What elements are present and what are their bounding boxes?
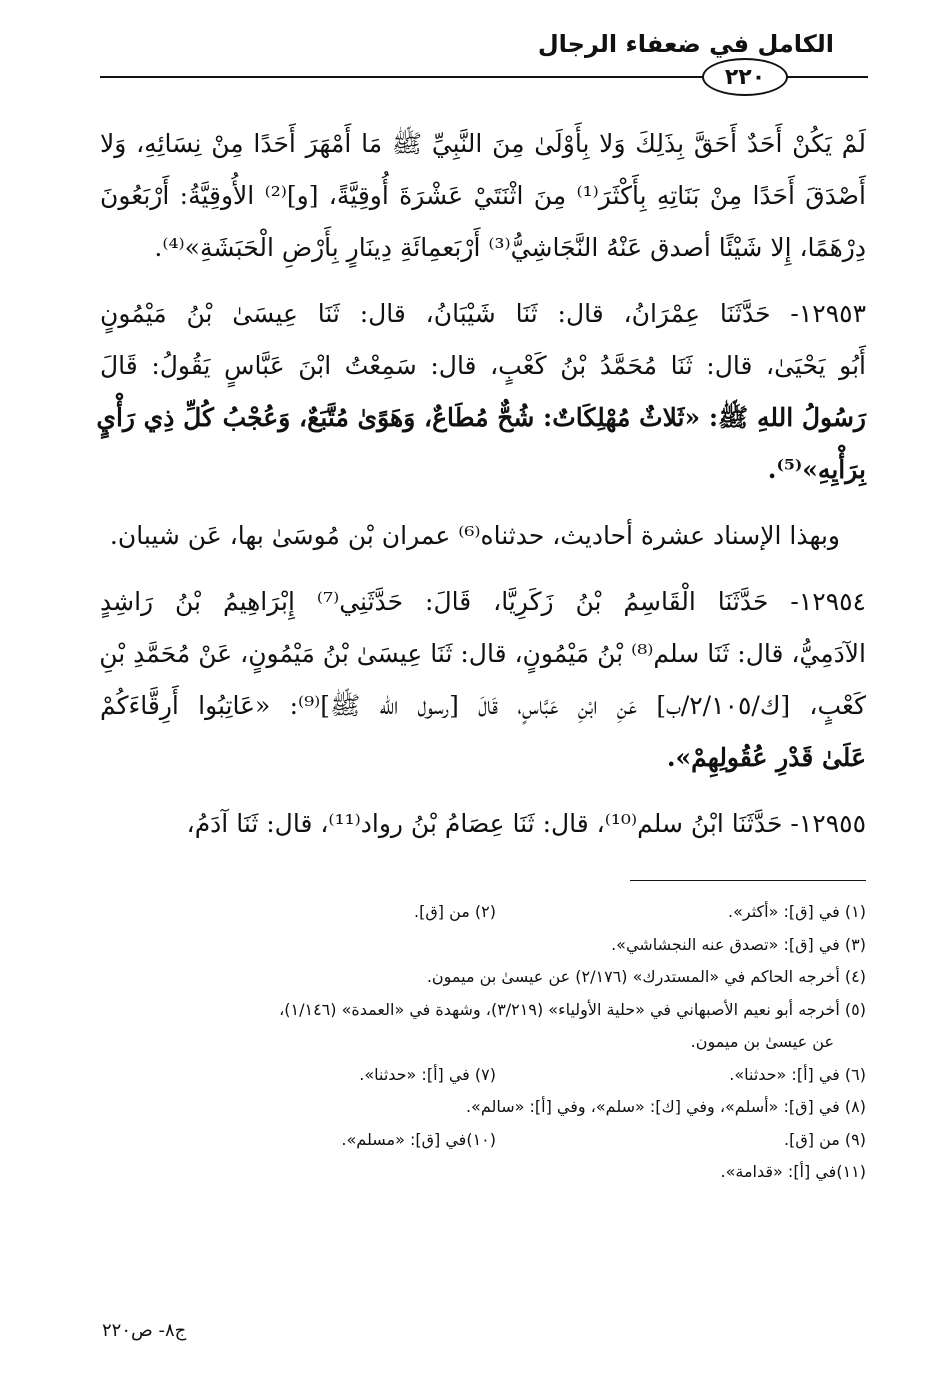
main-text: [96, 118, 867, 850]
footnotes: [90, 896, 866, 1189]
footnote-row: [90, 896, 866, 929]
text-line: أَبُو يَحْيَىٰ، قال: ثَنَا مُحَمَّدُ بْنُ كَعْبٍ، قال: سَمِعْتُ ابْنَ عَبَّاسٍ يَقُولُ: قَالَ: [100, 351, 866, 380]
footnote-3: (٣) في [ق]: «تصدق عنه النجشاشي».: [611, 934, 866, 954]
text-line: كَعْبٍ، [ك/٢/١٠٥/ب] عَنِ ابْنِ عَبَّاسٍ، قَالَ [رسول الله ﷺ]⁽⁹⁾: «عَاتِبُوا أَرِقَّاءَكُمْ: [100, 691, 867, 720]
footnote-row: [90, 929, 866, 962]
footnote-9: (٩) من [ق].: [784, 1129, 866, 1149]
paragraph-break: [100, 562, 866, 576]
text-line: الآدَمِيُّ، قال: ثَنَا سلم⁽⁸⁾ بْنُ مَيْمُونٍ، قال: ثَنَا عِيسَىٰ بْنُ مَيْمُونٍ، عَنْ مُحَمَّدِ بْنِ: [99, 639, 866, 668]
volume-page-reference: ج٨- ص٢٢٠: [102, 1320, 187, 1341]
page-number-badge: [702, 58, 788, 96]
footnote-5-continued: عن عيسىٰ بن ميمون.: [690, 1032, 834, 1051]
footnote-7: (٧) في [أ]: «حدثنا».: [359, 1064, 496, 1084]
footnote-row: [90, 961, 866, 994]
footnote-5: (٥) أخرجه أبو نعيم الأصبهاني في «حلية الأولياء» (٣/٢١٩)، وشهدة في «العمدة» (١/١٤٦)،: [279, 999, 866, 1019]
footnote-row: [90, 1059, 866, 1092]
text-line: دِرْهَمًا، إِلا شَيْئًا أصدق عَنْهُ النَّجَاشِيُّ⁽³⁾ أَرْبَعمِائَةِ دِينَارٍ بِأَرْضِ الْحَبَشَةِ»⁽⁴⁾.: [154, 233, 866, 262]
footnote-row: [90, 1091, 866, 1124]
paragraph-break: [100, 784, 866, 798]
text-line: رَسُولُ اللهِ ﷺ: «ثَلاثٌ مُهْلِكَاتٌ: شُحٌّ مُطَاعٌ، وَهَوًىٰ مُتَّبَعٌ، وَعُجْبُ كُلِّ ذِي رَأْيٍ: [96, 403, 866, 432]
hadith-12953-line: ١٢٩٥٣- حَدَّثَنَا عِمْرَانُ، قال: ثَنَا شَيْبَانُ، قال: ثَنَا عِيسَىٰ بْنُ مَيْمُونٍ: [100, 299, 866, 328]
hadith-12954-line: ١٢٩٥٤- حَدَّثَنَا الْقَاسِمُ بْنُ زَكَرِيَّا، قَالَ: حَدَّثَنِي⁽⁷⁾ إِبْرَاهِيمُ بْنُ رَاشِدٍ: [100, 587, 866, 616]
hadith-12955-line: ١٢٩٥٥- حَدَّثَنَا ابْنُ سلم⁽¹⁰⁾، قال: ثَنَا عِصَامُ بْنُ رواد⁽¹¹⁾، قال: ثَنَا آدَمُ،: [186, 809, 866, 838]
footnote-1: (١) في [ق]: «أكثر».: [728, 902, 866, 921]
footnote-row: [90, 1026, 866, 1059]
footnote-2: (٢) من [ق].: [414, 902, 496, 921]
footnote-6: (٦) في [أ]: «حدثنا».: [729, 1064, 866, 1084]
footnote-row: [90, 1124, 866, 1157]
text-line: عَلَىٰ قَدْرِ عُقُولِهِمْ».: [666, 743, 866, 772]
book-title: الكامل في ضعفاء الرجال: [537, 30, 834, 58]
footnote-row: [90, 1156, 866, 1189]
text-line: بِرَأْيِهِ»⁽⁵⁾.: [767, 455, 866, 484]
footnote-rule: [630, 880, 866, 881]
footnote-row: [90, 994, 866, 1027]
footnote-4: (٤) أخرجه الحاكم في «المستدرك» (٢/١٧٦) عن عيسىٰ بن ميمون.: [426, 967, 866, 986]
text-line: أَصْدَقَ أَحَدًا مِنْ بَنَاتِهِ بِأَكْثَرَ⁽¹⁾ مِنَ اثْنَتَيْ عَشْرَةَ أُوقِيَّةً، [و]⁽²⁾ الأُوقِيَّةُ: أَرْبَعُونَ: [100, 181, 866, 210]
text-line: لَمْ يَكُنْ أَحَدٌ أَحَقَّ بِذَلِكَ وَلا بِأَوْلَىٰ مِنَ النَّبِيِّ ﷺ مَا أَمْهَرَ أَحَدًا مِنْ نِسَائِهِ، وَلا: [100, 129, 866, 158]
footnote-8: (٨) في [ق]: «أسلم»، وفي [ك]: «سلم»، وفي [أ]: «سالم».: [465, 1097, 866, 1116]
text-line: وبهذا الإسناد عشرة أحاديث، حدثناه⁽⁶⁾ عمران بْن مُوسَىٰ بها، عَن شيبان.: [109, 521, 840, 550]
footnote-10: (١٠)في [ق]: «مسلم».: [341, 1129, 496, 1149]
footnote-11: (١١)في [أ]: «قدامة».: [720, 1162, 866, 1181]
paragraph-break: [100, 496, 866, 510]
paragraph-break: [100, 274, 866, 288]
page-number: ٢٢٠: [724, 64, 766, 90]
